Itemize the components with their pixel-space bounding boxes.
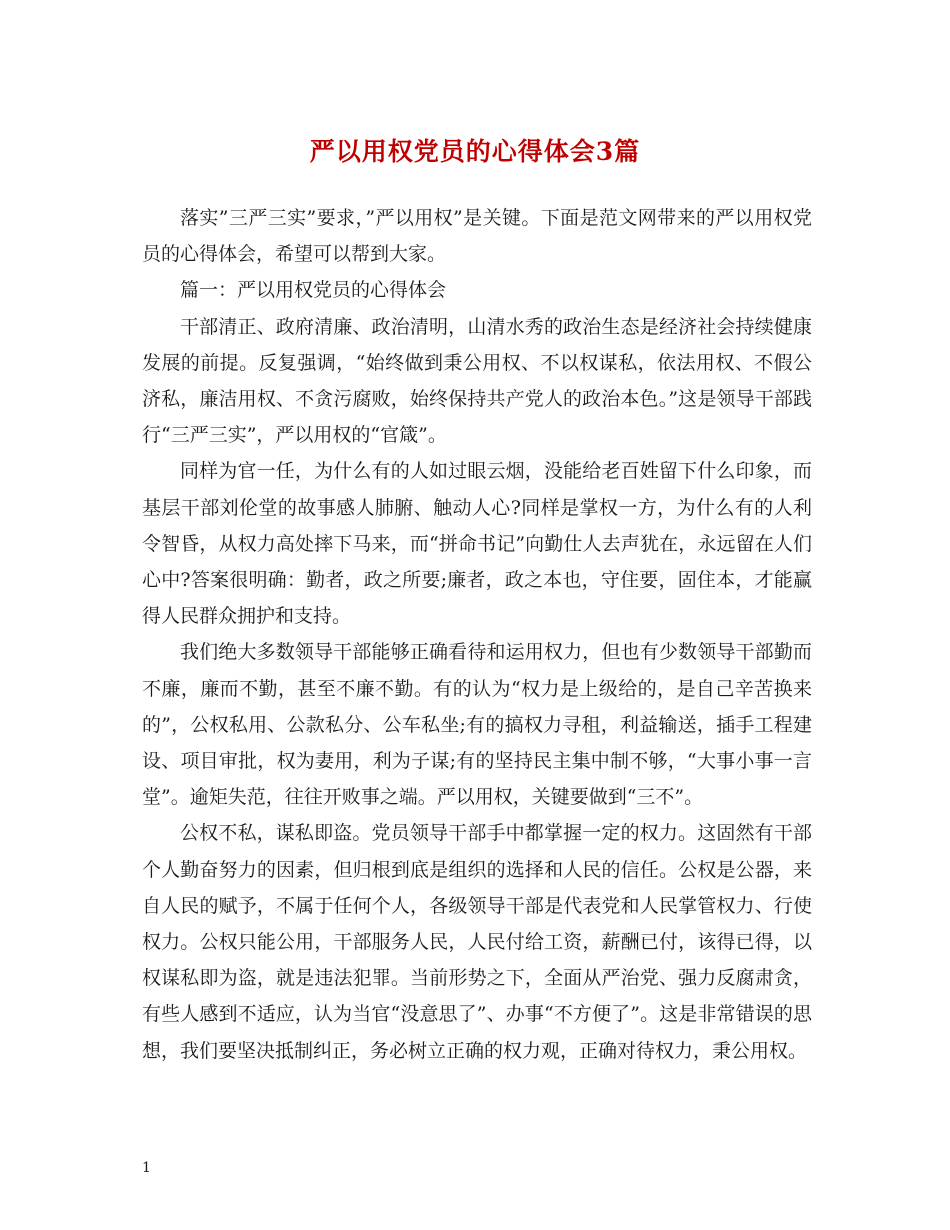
body-paragraph: 公权不私，谋私即盗。党员领导干部手中都掌握一定的权力。这固然有干部个人勤奋努力的因素，但归根到底是组织的选择和人民的信任。公权是公器，来自人民的赋予，不属于任何个人，各级领导干部是代表党和人民掌管权力、行使权力。公权只能公用，干部服务人民，人民付给工资，薪酬已付，该得已得，以权谋私即为盗，就是违法犯罪。当前形势之下，全面从严治党、强力反腐肃贪，有些人感到不适应，认为当官“没意思了”、办事“不方便了”。这是非常错误的思想，我们要坚决抵制纠正，务必树立正确的权力观，正确对待权力，秉公用权。 [142, 822, 812, 1062]
body-paragraph: 同样为官一任，为什么有的人如过眼云烟，没能给老百姓留下什么印象，而基层干部刘伦堂的故事感人肺腑、触动人心?同样是掌权一方，为什么有的人利令智昏，从权力高处摔下马来，而“拼命书记”向勤仕人去声犹在，永远留在人们心中?答案很明确：勤者，政之所要;廉者，政之本也，守住要，固住本，才能赢得人民群众拥护和支持。 [142, 460, 812, 628]
body-paragraph: 我们绝大多数领导干部能够正确看待和运用权力，但也有少数领导干部勤而不廉，廉而不勤，甚至不廉不勤。有的认为“权力是上级给的，是自己辛苦换来的”，公权私用、公款私分、公车私坐;有的搞权力寻租，利益输送，插手工程建设、项目审批，权为妻用，利为子谋;有的坚持民主集中制不够，“大事小事一言堂”。逾矩失范，往往开败事之端。严以用权，关键要做到“三不”。 [142, 641, 812, 809]
body-paragraph: 干部清正、政府清廉、政治清明，山清水秀的政治生态是经济社会持续健康发展的前提。反复强调，“始终做到秉公用权、不以权谋私，依法用权、不假公济私，廉洁用权、不贪污腐败，始终保持共产党人的政治本色。”这是领导干部践行“三严三实”，严以用权的“官箴”。 [142, 315, 812, 447]
document-title: 严以用权党员的心得体会3篇 [309, 137, 641, 166]
intro-paragraph: 落实”三严三实”要求，”严以用权”是关键。下面是范文网带来的严以用权党员的心得体会，希望可以帮到大家。 [142, 207, 812, 266]
page-number: 1 [142, 1160, 151, 1176]
section-heading: 篇一：严以用权党员的心得体会 [180, 279, 447, 302]
document-body [142, 200, 812, 1069]
